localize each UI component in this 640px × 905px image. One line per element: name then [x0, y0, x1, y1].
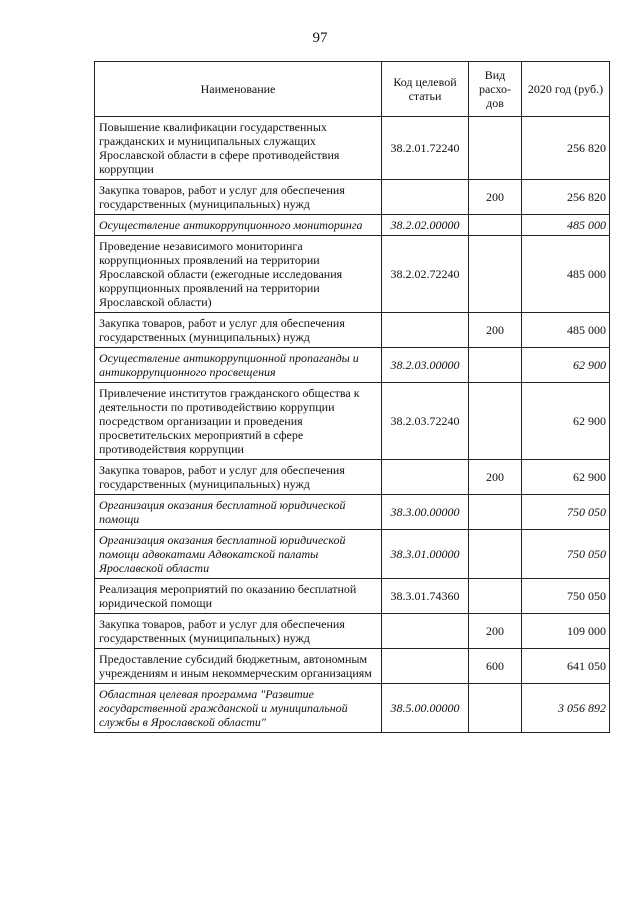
cell-sum: 750 050 [522, 530, 610, 579]
table-row [95, 313, 610, 348]
cell-code [382, 180, 469, 215]
cell-name: Закупка товаров, работ и услуг для обеспечения государственных (муниципальных) нужд [95, 614, 382, 649]
cell-sum: 62 900 [522, 348, 610, 383]
cell-type: 200 [469, 460, 522, 495]
table-row [95, 614, 610, 649]
cell-code: 38.2.01.72240 [382, 117, 469, 180]
table-row [95, 684, 610, 733]
cell-code: 38.3.01.00000 [382, 530, 469, 579]
table-row [95, 180, 610, 215]
cell-name: Закупка товаров, работ и услуг для обеспечения государственных (муниципальных) нужд [95, 460, 382, 495]
cell-name: Закупка товаров, работ и услуг для обеспечения государственных (муниципальных) нужд [95, 313, 382, 348]
cell-code: 38.2.03.00000 [382, 348, 469, 383]
cell-type [469, 383, 522, 460]
table-header-row [95, 62, 610, 117]
cell-name: Осуществление антикоррупционного мониторинга [95, 215, 382, 236]
cell-type: 200 [469, 313, 522, 348]
header-name: Наименование [95, 62, 382, 117]
cell-type: 200 [469, 180, 522, 215]
header-sum: 2020 год (руб.) [522, 62, 610, 117]
cell-name: Закупка товаров, работ и услуг для обеспечения государственных (муниципальных) нужд [95, 180, 382, 215]
cell-type [469, 684, 522, 733]
cell-sum: 256 820 [522, 117, 610, 180]
cell-type [469, 348, 522, 383]
cell-name: Привлечение институтов гражданского общества к деятельности по противодействию коррупции посредством организации и проведения просветительских мероприятий в сфере противодействия коррупции [95, 383, 382, 460]
cell-code: 38.2.03.72240 [382, 383, 469, 460]
cell-type [469, 579, 522, 614]
cell-type [469, 215, 522, 236]
cell-name: Повышение квалификации государственных гражданских и муниципальных служащих Ярославской области в сфере противодействия коррупции [95, 117, 382, 180]
cell-type [469, 236, 522, 313]
cell-sum: 485 000 [522, 313, 610, 348]
cell-sum: 62 900 [522, 460, 610, 495]
cell-sum: 750 050 [522, 579, 610, 614]
header-type: Вид расхо-дов [469, 62, 522, 117]
cell-code [382, 313, 469, 348]
header-code: Код целевой статьи [382, 62, 469, 117]
cell-code [382, 649, 469, 684]
table-row [95, 117, 610, 180]
cell-type [469, 495, 522, 530]
cell-code [382, 460, 469, 495]
cell-code: 38.2.02.72240 [382, 236, 469, 313]
table-row [95, 530, 610, 579]
cell-sum: 3 056 892 [522, 684, 610, 733]
table-row [95, 215, 610, 236]
cell-sum: 256 820 [522, 180, 610, 215]
cell-sum: 750 050 [522, 495, 610, 530]
cell-sum: 62 900 [522, 383, 610, 460]
cell-type: 200 [469, 614, 522, 649]
cell-code: 38.3.00.00000 [382, 495, 469, 530]
table-row [95, 348, 610, 383]
cell-code: 38.5.00.00000 [382, 684, 469, 733]
cell-name: Проведение независимого мониторинга коррупционных проявлений на территории Ярославской области (ежегодные исследования коррупционных проявлений на территории Ярославской области) [95, 236, 382, 313]
cell-type [469, 117, 522, 180]
cell-sum: 109 000 [522, 614, 610, 649]
table-row [95, 649, 610, 684]
cell-name: Областная целевая программа "Развитие государственной гражданской и муниципальной службы в Ярославской области" [95, 684, 382, 733]
cell-name: Предоставление субсидий бюджетным, автономным учреждениям и иным некоммерческим организациям [95, 649, 382, 684]
cell-name: Организация оказания бесплатной юридической помощи адвокатами Адвокатской палаты Ярославской области [95, 530, 382, 579]
table-row [95, 460, 610, 495]
table-row [95, 579, 610, 614]
table-row [95, 236, 610, 313]
table-row [95, 495, 610, 530]
cell-name: Организация оказания бесплатной юридической помощи [95, 495, 382, 530]
page-number: 97 [312, 30, 328, 46]
cell-code: 38.3.01.74360 [382, 579, 469, 614]
cell-sum: 485 000 [522, 215, 610, 236]
budget-table [94, 61, 610, 733]
cell-type [469, 530, 522, 579]
cell-name: Осуществление антикоррупционной пропаганды и антикоррупционного просвещения [95, 348, 382, 383]
cell-type: 600 [469, 649, 522, 684]
cell-code: 38.2.02.00000 [382, 215, 469, 236]
table-body [95, 117, 610, 733]
cell-sum: 485 000 [522, 236, 610, 313]
table-row [95, 383, 610, 460]
cell-name: Реализация мероприятий по оказанию бесплатной юридической помощи [95, 579, 382, 614]
cell-code [382, 614, 469, 649]
cell-sum: 641 050 [522, 649, 610, 684]
